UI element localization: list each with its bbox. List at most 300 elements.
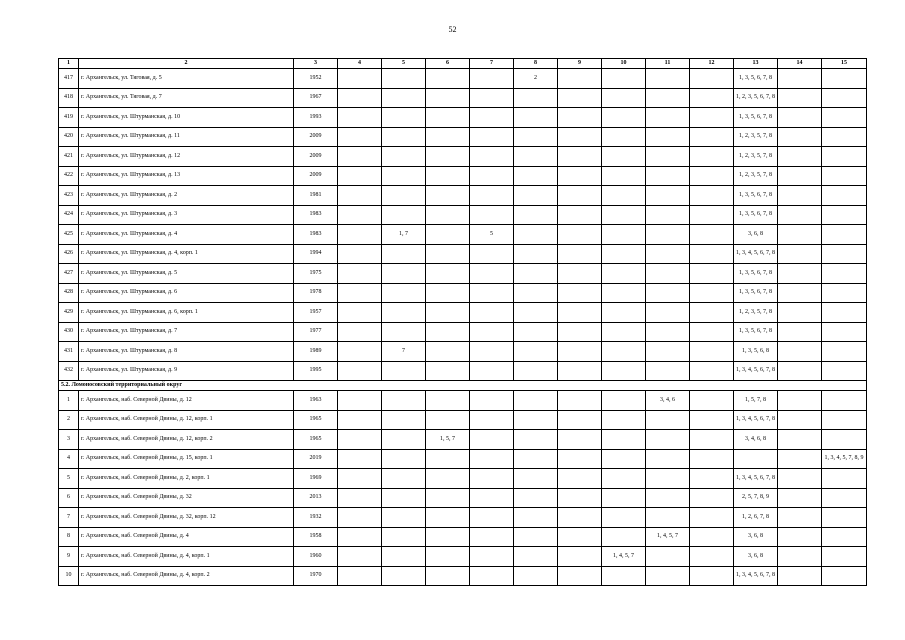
table-cell: 7 [470, 59, 514, 69]
table-cell: 2013 [294, 488, 338, 508]
table-cell [558, 205, 602, 225]
table-cell [514, 508, 558, 528]
table-cell: 1, 2, 3, 5, 7, 8 [734, 127, 778, 147]
table-cell [558, 342, 602, 362]
table-cell [470, 566, 514, 586]
table-cell [690, 69, 734, 89]
table-cell [338, 430, 382, 450]
table-cell [602, 391, 646, 411]
table-cell [558, 264, 602, 284]
table-cell [470, 166, 514, 186]
table-row [59, 547, 867, 567]
registry-table [58, 58, 867, 586]
table-cell [338, 322, 382, 342]
table-cell [778, 449, 822, 469]
address-cell: г. Архангельск, наб. Северной Двины, д. 12 [79, 391, 294, 411]
table-cell [558, 508, 602, 528]
table-cell [778, 342, 822, 362]
address-cell: г. Архангельск, ул. Штурманская, д. 7 [79, 322, 294, 342]
table-cell: 425 [59, 225, 79, 245]
table-cell: 3, 4, 6, 8 [734, 430, 778, 450]
table-cell [470, 186, 514, 206]
table-cell [822, 322, 867, 342]
table-cell [778, 361, 822, 381]
table-cell [778, 283, 822, 303]
table-cell [822, 147, 867, 167]
table-cell [690, 108, 734, 128]
table-row [59, 147, 867, 167]
table-cell [822, 225, 867, 245]
table-cell: 1983 [294, 225, 338, 245]
table-cell [646, 547, 690, 567]
table-cell [514, 469, 558, 489]
table-cell [338, 508, 382, 528]
table-cell [426, 469, 470, 489]
table-cell [646, 108, 690, 128]
table-cell [822, 342, 867, 362]
table-cell [822, 264, 867, 284]
table-cell: 15 [822, 59, 867, 69]
table-cell: 10 [602, 59, 646, 69]
table-cell: 7 [59, 508, 79, 528]
table-cell [822, 547, 867, 567]
table-cell: 1, 4, 5, 7 [602, 547, 646, 567]
table-cell [426, 205, 470, 225]
table-cell [338, 488, 382, 508]
table-cell [426, 488, 470, 508]
table-row [59, 449, 867, 469]
table-cell [426, 566, 470, 586]
table-cell: 1, 7 [382, 225, 426, 245]
table-cell [558, 469, 602, 489]
table-row [59, 127, 867, 147]
table-row [59, 264, 867, 284]
table-cell [382, 547, 426, 567]
table-cell [426, 225, 470, 245]
address-cell: г. Архангельск, наб. Северной Двины, д. 4, корп. 2 [79, 566, 294, 586]
table-cell [646, 244, 690, 264]
table-cell [602, 147, 646, 167]
table-cell: 432 [59, 361, 79, 381]
table-cell: 1, 2, 3, 5, 7, 8 [734, 147, 778, 167]
table-cell [558, 391, 602, 411]
table-cell [514, 88, 558, 108]
table-cell [382, 303, 426, 323]
table-cell [822, 430, 867, 450]
table-row [59, 342, 867, 362]
table-cell: 1 [59, 391, 79, 411]
table-cell [690, 430, 734, 450]
table-cell [778, 566, 822, 586]
table-cell [602, 205, 646, 225]
table-cell [690, 566, 734, 586]
table-cell [470, 527, 514, 547]
table-cell: 431 [59, 342, 79, 362]
table-cell [558, 410, 602, 430]
table-cell [646, 186, 690, 206]
table-cell [426, 108, 470, 128]
table-cell [470, 391, 514, 411]
table-cell: 1, 3, 5, 6, 7, 8 [734, 205, 778, 225]
table-cell [558, 566, 602, 586]
table-cell [778, 69, 822, 89]
table-cell [338, 547, 382, 567]
table-cell [338, 186, 382, 206]
table-cell [690, 391, 734, 411]
table-row [59, 69, 867, 89]
table-cell: 1, 3, 5, 6, 7, 8 [734, 264, 778, 284]
table-cell [778, 488, 822, 508]
table-cell [558, 108, 602, 128]
table-cell [822, 108, 867, 128]
table-row [59, 469, 867, 489]
table-cell [558, 322, 602, 342]
table-cell [646, 264, 690, 284]
table-cell [778, 322, 822, 342]
table-cell [514, 205, 558, 225]
table-cell: 1965 [294, 410, 338, 430]
table-cell [558, 547, 602, 567]
table-cell [382, 410, 426, 430]
table-cell [338, 361, 382, 381]
table-row [59, 566, 867, 586]
table-cell [382, 69, 426, 89]
table-cell [338, 205, 382, 225]
table-cell: 11 [646, 59, 690, 69]
table-cell: 417 [59, 69, 79, 89]
table-cell [690, 322, 734, 342]
table-cell [778, 225, 822, 245]
address-cell: г. Архангельск, наб. Северной Двины, д. 15, корп. 1 [79, 449, 294, 469]
table-cell [690, 283, 734, 303]
table-cell: 1977 [294, 322, 338, 342]
table-cell: 3 [294, 59, 338, 69]
table-cell: 1, 3, 5, 6, 7, 8 [734, 108, 778, 128]
table-cell [822, 361, 867, 381]
table-cell: 2, 5, 7, 8, 9 [734, 488, 778, 508]
table-cell [426, 547, 470, 567]
table-cell [778, 88, 822, 108]
table-cell [426, 244, 470, 264]
table-cell [690, 410, 734, 430]
table-row [59, 410, 867, 430]
table-cell [470, 410, 514, 430]
table-cell [778, 469, 822, 489]
table-cell [514, 127, 558, 147]
table-cell [690, 508, 734, 528]
table-cell [822, 186, 867, 206]
table-cell [690, 342, 734, 362]
table-cell: 1993 [294, 108, 338, 128]
table-cell [382, 449, 426, 469]
table-cell [646, 225, 690, 245]
table-cell: 422 [59, 166, 79, 186]
address-cell: г. Архангельск, ул. Штурманская, д. 3 [79, 205, 294, 225]
table-cell [470, 508, 514, 528]
table-cell: 4 [338, 59, 382, 69]
table-cell [558, 147, 602, 167]
table-cell [778, 244, 822, 264]
table-cell [470, 108, 514, 128]
table-cell [822, 488, 867, 508]
table-cell [426, 303, 470, 323]
table-cell [602, 342, 646, 362]
table-cell: 3, 4, 6 [646, 391, 690, 411]
table-cell [514, 244, 558, 264]
table-cell [558, 527, 602, 547]
table-cell [822, 69, 867, 89]
table-cell: 8 [59, 527, 79, 547]
address-cell: г. Архангельск, наб. Северной Двины, д. 2, корп. 1 [79, 469, 294, 489]
table-cell [558, 430, 602, 450]
table-cell [822, 410, 867, 430]
table-cell: 1, 3, 4, 5, 6, 7, 8 [734, 469, 778, 489]
address-cell: г. Архангельск, наб. Северной Двины, д. 12, корп. 1 [79, 410, 294, 430]
table-cell [426, 361, 470, 381]
table-cell [338, 469, 382, 489]
table-cell [602, 88, 646, 108]
table-cell [778, 264, 822, 284]
table-cell: 2 [59, 410, 79, 430]
address-cell: г. Архангельск, ул. Штурманская, д. 6 [79, 283, 294, 303]
table-cell [646, 88, 690, 108]
table-cell [690, 547, 734, 567]
table-cell: 1978 [294, 283, 338, 303]
table-cell: 1967 [294, 88, 338, 108]
table-cell [646, 69, 690, 89]
table-cell [338, 391, 382, 411]
table-cell [602, 361, 646, 381]
table-cell: 1952 [294, 69, 338, 89]
table-cell: 9 [59, 547, 79, 567]
table-cell [426, 527, 470, 547]
table-cell [558, 449, 602, 469]
table-cell: 1975 [294, 264, 338, 284]
address-cell: г. Архангельск, наб. Северной Двины, д. 32 [79, 488, 294, 508]
table-cell [690, 186, 734, 206]
table-cell [338, 108, 382, 128]
table-cell: 4 [59, 449, 79, 469]
table-row [59, 391, 867, 411]
page-number: 52 [448, 25, 457, 34]
table-cell [338, 527, 382, 547]
table-cell [558, 88, 602, 108]
table-cell [602, 469, 646, 489]
table-cell [646, 430, 690, 450]
table-cell: 1, 3, 4, 5, 6, 7, 8 [734, 361, 778, 381]
table-cell: 1, 4, 5, 7 [646, 527, 690, 547]
table-cell [470, 88, 514, 108]
table-cell [514, 547, 558, 567]
table-cell [690, 361, 734, 381]
header-row [59, 59, 867, 69]
table-cell: 1, 2, 3, 5, 7, 8 [734, 303, 778, 323]
table-cell [470, 449, 514, 469]
table-cell [690, 147, 734, 167]
table-cell: 1963 [294, 391, 338, 411]
table-cell [382, 391, 426, 411]
table-cell [470, 361, 514, 381]
table-cell: 1, 3, 5, 6, 7, 8 [734, 186, 778, 206]
table-cell [690, 303, 734, 323]
table-cell: 1958 [294, 527, 338, 547]
table-cell [602, 527, 646, 547]
table-cell [822, 303, 867, 323]
table-cell [690, 449, 734, 469]
table-cell [602, 430, 646, 450]
table-cell [426, 283, 470, 303]
table-cell [602, 166, 646, 186]
table-cell: 1, 2, 3, 5, 6, 7, 8 [734, 88, 778, 108]
table-cell [338, 283, 382, 303]
table-cell [338, 566, 382, 586]
table-cell: 1, 2, 3, 5, 7, 8 [734, 166, 778, 186]
table-cell [426, 186, 470, 206]
table-cell [602, 244, 646, 264]
table-cell [646, 342, 690, 362]
table-cell [514, 147, 558, 167]
table-cell [426, 391, 470, 411]
table-cell: 3 [59, 430, 79, 450]
table-cell [778, 127, 822, 147]
table-cell [558, 283, 602, 303]
table-cell [426, 127, 470, 147]
table-cell: 1, 3, 4, 5, 6, 7, 8 [734, 566, 778, 586]
table-cell [382, 108, 426, 128]
table-cell [646, 127, 690, 147]
address-cell: г. Архангельск, ул. Штурманская, д. 5 [79, 264, 294, 284]
table-cell: 2 [79, 59, 294, 69]
table-cell [646, 147, 690, 167]
table-cell [690, 127, 734, 147]
table-cell [558, 361, 602, 381]
table-cell [690, 264, 734, 284]
table-cell [470, 244, 514, 264]
address-cell: г. Архангельск, ул. Штурманская, д. 10 [79, 108, 294, 128]
table-cell: 1, 3, 4, 5, 6, 7, 8 [734, 244, 778, 264]
table-cell [646, 283, 690, 303]
table-cell [514, 342, 558, 362]
table-cell: 428 [59, 283, 79, 303]
table-cell: 9 [558, 59, 602, 69]
table-cell: 2009 [294, 147, 338, 167]
table-cell [646, 410, 690, 430]
table-cell [690, 88, 734, 108]
table-row [59, 361, 867, 381]
table-cell [470, 205, 514, 225]
table-cell [558, 127, 602, 147]
table-cell [470, 303, 514, 323]
section-title: 5.2. Ломоносовский территориальный округ [59, 381, 867, 391]
table-cell [602, 566, 646, 586]
table-cell [646, 488, 690, 508]
table-cell [382, 127, 426, 147]
table-cell [778, 166, 822, 186]
table-cell [514, 166, 558, 186]
table-cell [382, 527, 426, 547]
table-cell [382, 508, 426, 528]
table-cell [646, 449, 690, 469]
table-cell: 1, 3, 5, 6, 7, 8 [734, 322, 778, 342]
table-cell [382, 147, 426, 167]
table-cell: 10 [59, 566, 79, 586]
table-cell [778, 186, 822, 206]
table-cell: 1, 3, 5, 6, 7, 8 [734, 283, 778, 303]
table-cell [602, 508, 646, 528]
table-cell [690, 225, 734, 245]
table-cell [382, 264, 426, 284]
table-cell [382, 283, 426, 303]
table-cell [690, 205, 734, 225]
address-cell: г. Архангельск, ул. Штурманская, д. 13 [79, 166, 294, 186]
table-cell: 5 [382, 59, 426, 69]
table-cell [602, 449, 646, 469]
table-cell [602, 322, 646, 342]
table-cell [338, 264, 382, 284]
table-cell [470, 430, 514, 450]
table-cell [514, 488, 558, 508]
table-cell: 1995 [294, 361, 338, 381]
table-cell [470, 69, 514, 89]
table-cell [602, 186, 646, 206]
table-cell [822, 283, 867, 303]
table-cell [602, 225, 646, 245]
table-cell [382, 186, 426, 206]
table-cell: 1, 3, 5, 6, 8 [734, 342, 778, 362]
table-cell [822, 391, 867, 411]
table-cell: 2009 [294, 127, 338, 147]
table-cell [822, 88, 867, 108]
table-cell: 1970 [294, 566, 338, 586]
table-row [59, 322, 867, 342]
table-cell [470, 283, 514, 303]
table-cell: 1, 3, 4, 5, 6, 7, 8 [734, 410, 778, 430]
table-cell [470, 127, 514, 147]
table-cell [646, 566, 690, 586]
table-cell [470, 469, 514, 489]
table-cell: 2 [514, 69, 558, 89]
address-cell: г. Архангельск, ул. Штурманская, д. 6, корп. 1 [79, 303, 294, 323]
table-cell: 1989 [294, 342, 338, 362]
table-row [59, 225, 867, 245]
table-cell [822, 166, 867, 186]
table-cell [778, 508, 822, 528]
table-cell [514, 566, 558, 586]
address-cell: г. Архангельск, наб. Северной Двины, д. 4, корп. 1 [79, 547, 294, 567]
address-cell: г. Архангельск, ул. Штурманская, д. 4 [79, 225, 294, 245]
table-cell: 1 [59, 59, 79, 69]
table-cell [338, 69, 382, 89]
table-cell [602, 303, 646, 323]
table-cell [690, 488, 734, 508]
table-cell: 1983 [294, 205, 338, 225]
table-cell: 8 [514, 59, 558, 69]
table-cell [778, 391, 822, 411]
table-cell [338, 449, 382, 469]
table-cell: 419 [59, 108, 79, 128]
address-cell: г. Архангельск, наб. Северной Двины, д. 12, корп. 2 [79, 430, 294, 450]
table-cell [602, 283, 646, 303]
address-cell: г. Архангельск, наб. Северной Двины, д. 32, корп. 12 [79, 508, 294, 528]
table-cell: 5 [470, 225, 514, 245]
table-cell [338, 147, 382, 167]
table-cell [426, 88, 470, 108]
table-cell: 429 [59, 303, 79, 323]
address-cell: г. Архангельск, ул. Тяговая, д. 7 [79, 88, 294, 108]
table-cell: 430 [59, 322, 79, 342]
table-cell [822, 469, 867, 489]
table-cell: 1965 [294, 430, 338, 450]
